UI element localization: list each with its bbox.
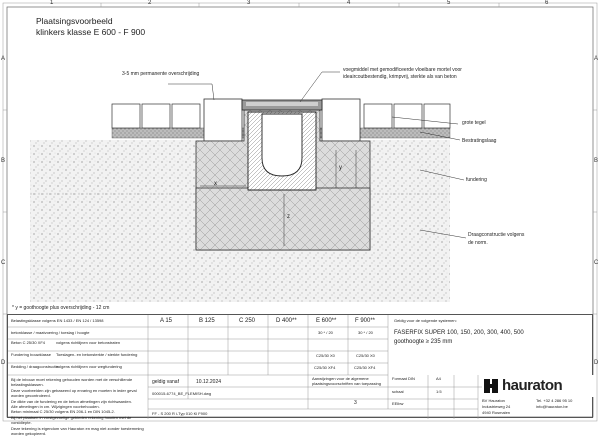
class-d400: D 400**: [276, 318, 297, 324]
col-ref-4: 4: [347, 0, 351, 6]
title-line-2: klinkers klasse E 600 - F 900: [36, 27, 146, 37]
note-6: Bij het plaatsen in vorstgevoelige gebieden rekening houden met de vorstdiepte.: [11, 414, 132, 426]
note-4: Alle afmetingen in cm. Wijzigingen voorbehouden.: [11, 404, 100, 410]
class-c250: C 250: [239, 318, 256, 324]
note-3: De dikte van de fundering en de beton afmetingen zijn richtwaarden.: [11, 398, 132, 404]
doc-code: 000015-6774_BE_FLEMISH.dwg: [152, 391, 212, 396]
row-ref-c: C: [1, 260, 6, 266]
phone: Tel. +32 4 286 95 10: [536, 398, 573, 403]
label-subgrade-2: de norm.: [468, 240, 488, 246]
row-label-class: Belastingsklasse volgens EN 1433 / EN 124 / 13598: [11, 318, 104, 323]
col-ref-3: 3: [247, 0, 251, 6]
r4-e600: C25/30 X0: [316, 353, 335, 358]
notes: [11, 377, 145, 436]
email: info@hauraton.be: [536, 404, 568, 409]
scale-val: 1:5: [436, 389, 442, 394]
row-ref-b: B: [1, 158, 6, 164]
row-ref-d: D: [1, 360, 6, 366]
row-label-5a: Bedding / draagconstructie: [11, 364, 59, 369]
fit-height: goothoogte ≥ 235 mm: [394, 339, 453, 345]
title-line-1: Plaatsingsvoorbeeld: [36, 16, 113, 26]
format-val: A4: [436, 376, 441, 381]
row-ref-a-right: A: [594, 56, 599, 62]
channel-invert: [262, 114, 302, 176]
eelb-label: EElbw: [392, 401, 404, 406]
row-label-concrete: betonklasse / maatvoering / toeslag / hoogte: [11, 330, 90, 335]
address-1: BV Hauraton: [482, 398, 505, 403]
col-ref-6: 6: [545, 0, 549, 6]
row-ref-c-right: C: [594, 260, 599, 266]
row-ref-a: A: [1, 56, 6, 62]
company-name: hauraton: [502, 377, 563, 394]
col-ref-5: 5: [447, 0, 451, 6]
r2-f900: 30 * / 20: [358, 330, 373, 335]
fit-systems: FASERFIX SUPER 100, 150, 200, 300, 400, 500: [394, 330, 524, 336]
row-label-3a: Beton C 25/30 XF4: [11, 340, 46, 345]
scale-label: schaal: [392, 389, 404, 394]
footnote: * y = goothoogte plus overschrijding - 12 cm: [12, 305, 110, 311]
label-gap: 3-5 mm permanente overschrijding: [122, 71, 200, 77]
company-logo: [482, 375, 594, 397]
title-block: [7, 314, 593, 436]
doc-desc-2: plaatsingsvoorschriften van toepassing: [312, 381, 381, 386]
sheet-no: 3: [354, 400, 357, 406]
valid-label: geldig vanaf: [152, 379, 179, 385]
r2-e600: 30 * / 20: [318, 330, 333, 335]
format-label: Formaat DIN: [392, 376, 415, 381]
dim-z: z: [287, 214, 290, 220]
label-tile: grote tegel: [462, 120, 486, 126]
note-1: Bij de inbouw moet rekening gehouden worden met de verschillende belastingsklassen.: [11, 377, 133, 388]
address-3: 4940 Rosmalen: [482, 410, 511, 415]
dim-x: x: [214, 181, 217, 187]
r5-f900: C25/30 XF4: [354, 365, 376, 370]
row-label-3b: volgens richtlijnen voor betonstraten: [56, 340, 121, 345]
row-label-4b: Toeslagen- en betonsterkte / sterkte fundering: [56, 352, 138, 357]
col-ref-2: 2: [148, 0, 152, 6]
fit-heading: Geldig voor de volgende systemen:: [394, 318, 457, 323]
row-label-5b: volgens richtlijnen voor wegfundering: [56, 364, 122, 369]
class-f900: F 900**: [355, 318, 376, 324]
label-subgrade-1: Draagconstructie volgens: [468, 232, 525, 238]
row-ref-d-right: D: [594, 360, 599, 366]
class-b125: B 125: [199, 318, 215, 324]
note-7: Deze tekening is eigendom van Hauraton en mag niet zonder toestemming worden gekopieerd.: [11, 425, 144, 436]
address-2: Industrieweg 24: [482, 404, 511, 409]
note-2: Deze voorbeelden zijn gebaseerd op ervaring en moeten in ieder geval worden gecontroleerd.: [11, 387, 137, 399]
note-5: Beton minimaal C 25/30 volgens EN 206-1 en DIN 1045-2.: [11, 409, 115, 415]
valid-date: 10.12.2024: [196, 379, 222, 385]
dim-y: y: [339, 165, 342, 171]
row-label-4a: Fundering bouwklasse: [11, 352, 52, 357]
row-ref-b-right: B: [594, 158, 599, 164]
class-e600: E 600**: [316, 318, 337, 324]
label-bedding: Bestratingslaag: [462, 138, 497, 144]
doc-desc-1: Aanwijzingen voor de algemene: [312, 376, 369, 381]
label-foundation: fundering: [466, 177, 487, 183]
r5-e600: C25/30 XF4: [314, 365, 336, 370]
class-a15: A 15: [160, 318, 173, 324]
label-mortar: voegmiddel met gemodificeerde vloeibare mortel voor ideaircoutbestendig, krimpvrij, sterkte als van beton: [343, 67, 462, 80]
col-ref-1: 1: [50, 0, 54, 6]
file-ref: FF - S 200 R i-Typ 010 Kl F900: [152, 411, 208, 416]
r4-f900: C25/30 X0: [356, 353, 375, 358]
